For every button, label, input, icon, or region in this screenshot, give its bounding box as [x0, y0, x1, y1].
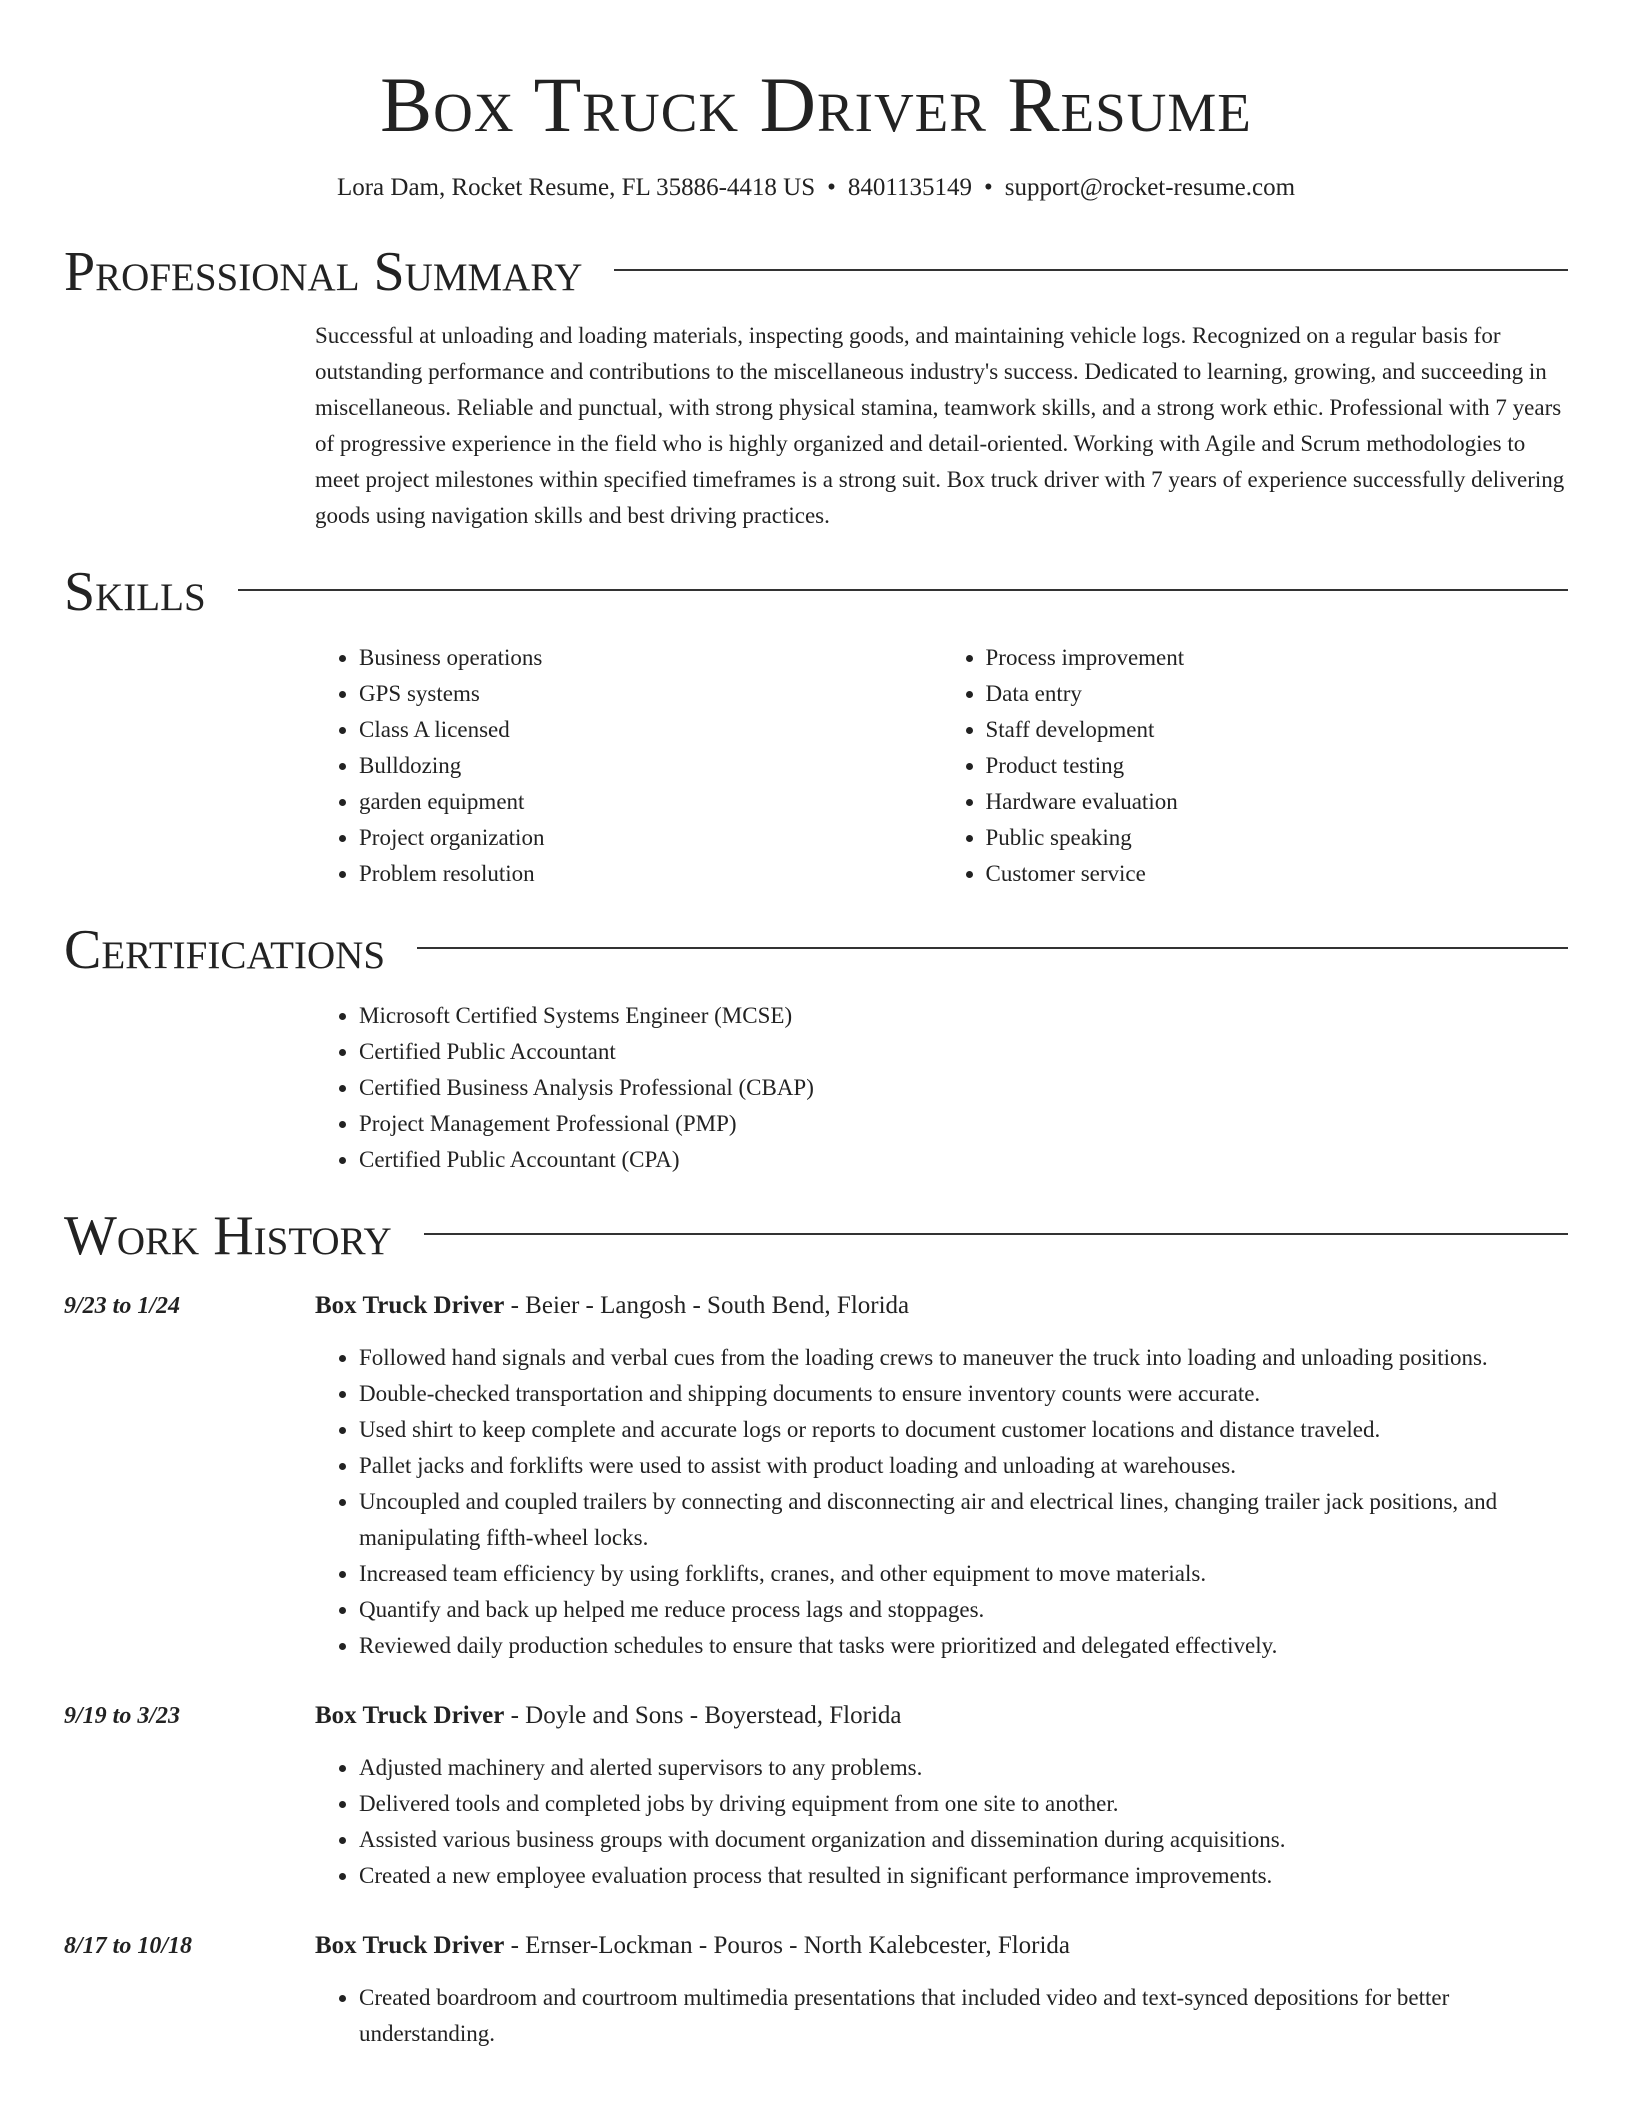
job-header — [315, 1928, 1568, 1964]
certification-item: • Certified Public Accountant — [359, 1034, 1568, 1070]
job-bullet: • Followed hand signals and verbal cues from the loading crews to maneuver the truck into loading and unloading positions. — [359, 1340, 1568, 1376]
section-divider — [238, 589, 1568, 591]
job-bullet: • Created a new employee evaluation process that resulted in significant performance improvements. — [359, 1858, 1568, 1894]
skill-item: • Class A licensed — [359, 712, 942, 748]
certifications-items — [315, 998, 1568, 1178]
job-bullet: • Pallet jacks and forklifts were used to assist with product loading and unloading at warehouses. — [359, 1448, 1568, 1484]
resume-page — [64, 0, 1568, 2052]
job-entry — [64, 1288, 1568, 1664]
skills-heading: Skills — [64, 561, 206, 623]
skills-section-header — [64, 562, 1568, 622]
section-divider — [614, 269, 1568, 271]
job-details — [315, 1698, 1568, 1894]
summary-body — [315, 318, 1568, 534]
job-bullet: • Adjusted machinery and alerted supervisors to any problems. — [359, 1750, 1568, 1786]
job-title: Box Truck Driver — [315, 1292, 505, 1319]
skill-item: • Project organization — [359, 820, 942, 856]
contact-separator: • — [983, 174, 993, 201]
contact-phone: 8401135149 — [847, 174, 972, 201]
job-bullet: • Uncoupled and coupled trailers by connecting and disconnecting air and electrical lines, changing trailer jack positions, and manipulating fifth-wheel locks. — [359, 1484, 1568, 1556]
certification-item: • Microsoft Certified Systems Engineer (MCSE) — [359, 998, 1568, 1034]
job-bullet: • Assisted various business groups with document organization and dissemination during acquisitions. — [359, 1822, 1568, 1858]
skill-item: • Customer service — [986, 856, 1569, 892]
job-bullet: • Delivered tools and completed jobs by driving equipment from one site to another. — [359, 1786, 1568, 1822]
skills-list — [315, 640, 1568, 892]
job-entry — [64, 1698, 1568, 1894]
job-details — [315, 1288, 1568, 1664]
job-details — [315, 1928, 1568, 2052]
job-header — [315, 1288, 1568, 1324]
section-divider — [417, 947, 1568, 949]
skill-item: • Product testing — [986, 748, 1569, 784]
skill-item: • Public speaking — [986, 820, 1569, 856]
job-bullet: • Quantify and back up helped me reduce process lags and stoppages. — [359, 1592, 1568, 1628]
summary-text: Successful at unloading and loading materials, inspecting goods, and maintaining vehicle logs. Recognized on a regular basis for outstanding performance and contributions to the miscellaneous industry's success. Dedicated to learning, growing, and succeeding in miscellaneous. Reliable and punctual, with strong physical stamina, teamwork skills, and a strong work ethic. Professional with 7 years of progressive experience in the field who is highly organized and detail-oriented. Working with Agile and Scrum methodologies to meet project milestones within specified timeframes is a strong suit. Box truck driver with 7 years of experience successfully delivering goods using navigation skills and best driving practices. — [315, 323, 1565, 528]
work-history-section-header — [64, 1206, 1568, 1266]
certifications-list — [315, 998, 1568, 1178]
skill-item: • Hardware evaluation — [986, 784, 1569, 820]
skill-item: • garden equipment — [359, 784, 942, 820]
summary-heading: Professional Summary — [64, 241, 583, 303]
job-bullet: • Reviewed daily production schedules to ensure that tasks were prioritized and delegated effectively. — [359, 1628, 1568, 1664]
skills-left-column — [315, 640, 942, 892]
summary-section-header — [64, 242, 1568, 302]
job-bullets — [315, 1750, 1568, 1894]
skill-item: • Business operations — [359, 640, 942, 676]
job-entry — [64, 1928, 1568, 2052]
job-bullet: • Used shirt to keep complete and accurate logs or reports to document customer locations and distance traveled. — [359, 1412, 1568, 1448]
job-dates: 8/17 to 10/18 — [64, 1933, 193, 1959]
certification-item: • Certified Business Analysis Professional (CBAP) — [359, 1070, 1568, 1106]
job-bullet: • Created boardroom and courtroom multimedia presentations that included video and text-synced depositions for better understanding. — [359, 1980, 1568, 2052]
job-employer: - Doyle and Sons - Boyerstead, Florida — [504, 1702, 902, 1729]
job-dates: 9/19 to 3/23 — [64, 1703, 181, 1729]
job-employer: - Ernser-Lockman - Pouros - North Kalebcester, Florida — [504, 1932, 1071, 1959]
job-bullet: • Double-checked transportation and shipping documents to ensure inventory counts were accurate. — [359, 1376, 1568, 1412]
contact-line — [64, 172, 1568, 204]
contact-address: Lora Dam, Rocket Resume, FL 35886-4418 US — [336, 174, 816, 201]
contact-separator: • — [827, 174, 836, 201]
resume-title: Box Truck Driver Resume — [380, 61, 1252, 148]
skills-right-column — [942, 640, 1569, 892]
job-employer: - Beier - Langosh - South Bend, Florida — [504, 1292, 910, 1319]
certifications-section-header — [64, 920, 1568, 980]
certification-item: • Certified Public Accountant (CPA) — [359, 1142, 1568, 1178]
job-bullets — [315, 1340, 1568, 1664]
certifications-heading: Certifications — [64, 919, 386, 981]
job-dates: 9/23 to 1/24 — [64, 1293, 181, 1319]
certification-item: • Project Management Professional (PMP) — [359, 1106, 1568, 1142]
skill-item: • Process improvement — [986, 640, 1569, 676]
skill-item: • Bulldozing — [359, 748, 942, 784]
job-bullet: • Increased team efficiency by using forklifts, cranes, and other equipment to move materials. — [359, 1556, 1568, 1592]
job-title: Box Truck Driver — [315, 1932, 505, 1959]
contact-email: support@rocket-resume.com — [1004, 174, 1296, 201]
skill-item: • Problem resolution — [359, 856, 942, 892]
job-bullets — [315, 1980, 1568, 2052]
job-title: Box Truck Driver — [315, 1702, 505, 1729]
skill-item: • Staff development — [986, 712, 1569, 748]
skill-item: • Data entry — [986, 676, 1569, 712]
job-header — [315, 1698, 1568, 1734]
section-divider — [424, 1233, 1568, 1235]
work-history-heading: Work History — [64, 1205, 392, 1267]
skill-item: • GPS systems — [359, 676, 942, 712]
